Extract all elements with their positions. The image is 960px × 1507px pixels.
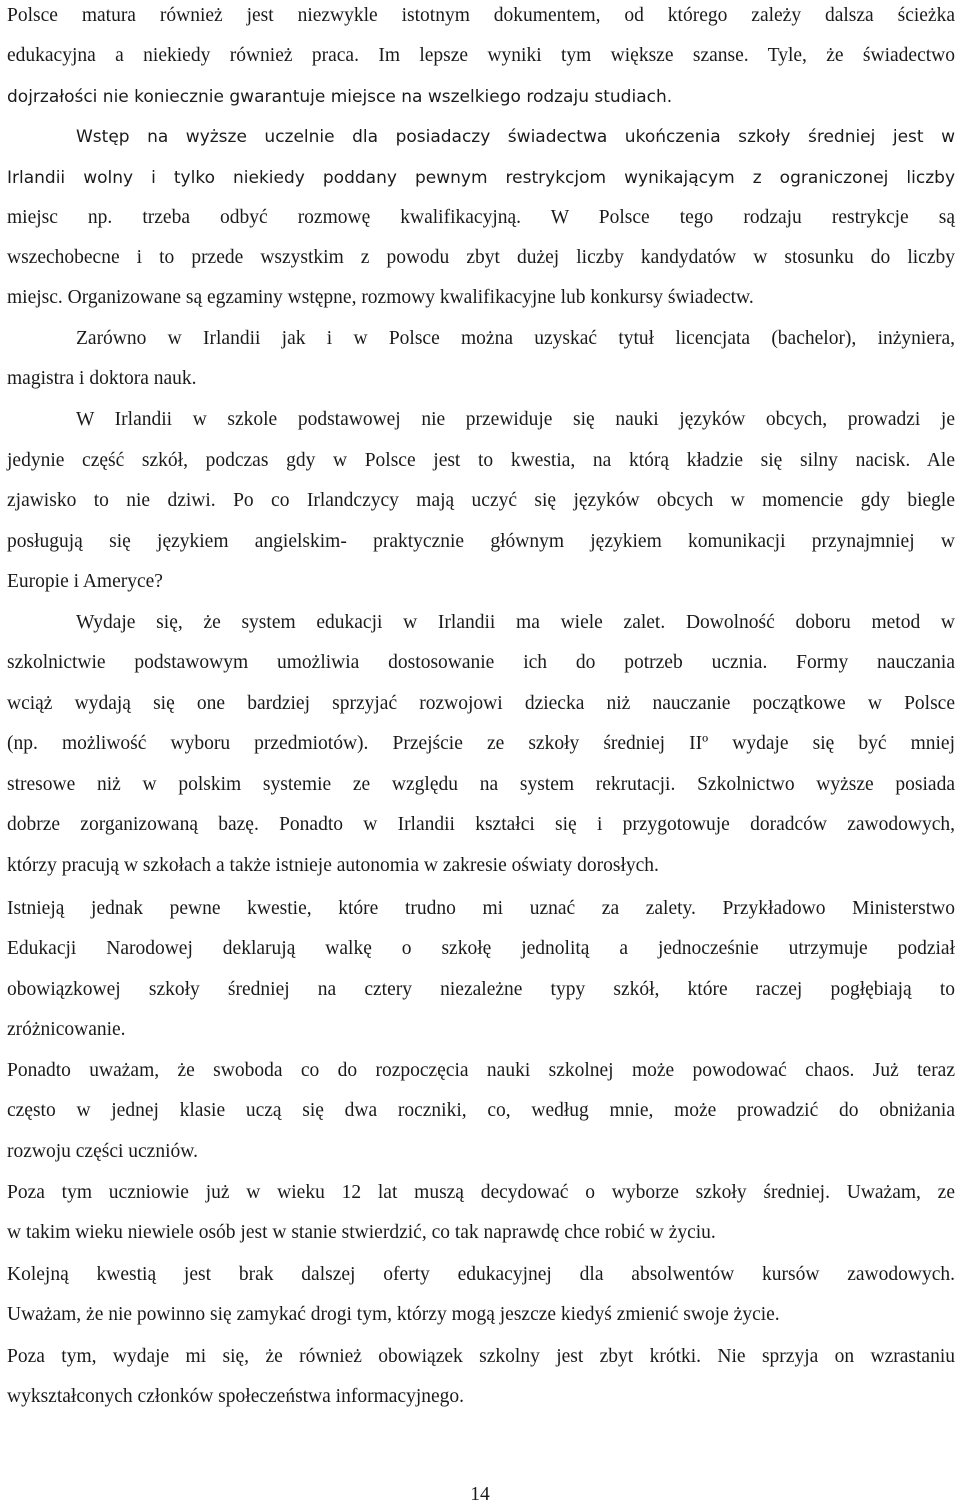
text-line: często w jednej klasie uczą się dwa roczniki, co, według mnie, może prowadzić do obniżania (7, 1100, 955, 1121)
page-number: 14 (470, 1484, 490, 1505)
text-line: Wydaje się, że system edukacji w Irlandii ma wiele zalet. Dowolność doboru metod w (76, 612, 955, 633)
text-line: dobrze zorganizowaną bazę. Ponadto w Irlandii kształci się i przygotowuje doradców zawodowych, (7, 814, 955, 835)
text-line: Ponadto uważam, że swoboda co do rozpoczęcia nauki szkolnej może powodować chaos. Już teraz (7, 1060, 955, 1081)
text-line: Uważam, że nie powinno się zamykać drogi tym, którzy mogą jeszcze kiedyś zmienić swoje życie. (7, 1304, 780, 1325)
text-line: zjawisko to nie dziwi. Po co Irlandczycy mają uczyć się języków obcych w momencie gdy biegle (7, 490, 955, 511)
text-line: wciąż wydają się one bardziej sprzyjać rozwojowi dziecka niż nauczanie początkowe w Polsce (7, 693, 955, 714)
text-line: wykształconych członków społeczeństwa informacyjnego. (7, 1386, 465, 1407)
text-line: Zarówno w Irlandii jak i w Polsce można uzyskać tytuł licencjata (bachelor), inżyniera, (76, 328, 955, 349)
text-line: Kolejną kwestią jest brak dalszej oferty edukacyjnej dla absolwentów kursów zawodowych. (7, 1264, 955, 1285)
text-line: rozwoju części uczniów. (7, 1141, 198, 1162)
text-line: posługują się językiem angielskim- praktycznie głównym językiem komunikacji przynajmniej w (7, 531, 955, 552)
text-line: Edukacji Narodowej deklarują walkę o szkołę jednolitą a jednocześnie utrzymuje podział (7, 938, 955, 959)
text-line: którzy pracują w szkołach a także istnieje autonomia w zakresie oświaty dorosłych. (7, 855, 659, 876)
text-line: szkolnictwie podstawowym umożliwia dostosowanie ich do potrzeb ucznia. Formy nauczania (7, 652, 955, 673)
text-line: Poza tym, wydaje mi się, że również obowiązek szkolny jest zbyt krótki. Nie sprzyja on wzrastaniu (7, 1346, 955, 1367)
text-line: edukacyjna a niekiedy również praca. Im lepsze wyniki tym większe szanse. Tyle, że świadectwo (7, 45, 955, 66)
text-line: wszechobecne i to przede wszystkim z powodu zbyt dużej liczby kandydatów w stosunku do liczby (7, 247, 955, 268)
text-line: jedynie część szkół, podczas gdy w Polsce jest to kwestia, na którą kładzie się silny nacisk. Ale (7, 450, 955, 471)
text-line: Irlandii wolny i tylko niekiedy poddany pewnym restrykcjom wynikającym z ograniczonej liczby (7, 168, 955, 188)
text-line: stresowe niż w polskim systemie ze względu na system rekrutacji. Szkolnictwo wyższe posiada (7, 774, 955, 795)
text-line: W Irlandii w szkole podstawowej nie przewiduje się nauki języków obcych, prowadzi je (76, 409, 955, 430)
text-line: Europie i Ameryce? (7, 571, 163, 592)
text-line: Wstęp na wyższe uczelnie dla posiadaczy świadectwa ukończenia szkoły średniej jest w (76, 127, 955, 147)
text-line: miejsc. Organizowane są egzaminy wstępne, rozmowy kwalifikacyjne lub konkursy świadectw. (7, 287, 754, 308)
text-line: miejsc np. trzeba odbyć rozmowę kwalifikacyjną. W Polsce tego rodzaju restrykcje są (7, 207, 955, 228)
text-line: dojrzałości nie koniecznie gwarantuje miejsce na wszelkiego rodzaju studiach. (7, 87, 673, 107)
text-line: (np. możliwość wyboru przedmiotów). Przejście ze szkoły średniej IIº wydaje się być mniej (7, 733, 955, 754)
text-line: Poza tym uczniowie już w wieku 12 lat muszą decydować o wyborze szkoły średniej. Uważam, ze (7, 1182, 955, 1203)
text-line: Polsce matura również jest niezwykle istotnym dokumentem, od którego zależy dalsza ścieżka (7, 5, 955, 26)
text-line: Istnieją jednak pewne kwestie, które trudno mi uznać za zalety. Przykładowo Ministerstwo (7, 898, 955, 919)
text-line: obowiązkowej szkoły średniej na cztery niezależne typy szkół, które raczej pogłębiają to (7, 979, 955, 1000)
text-line: zróżnicowanie. (7, 1019, 126, 1040)
text-line: magistra i doktora nauk. (7, 368, 197, 389)
text-line: w takim wieku niewiele osób jest w stanie stwierdzić, co tak naprawdę chce robić w życiu. (7, 1222, 716, 1243)
